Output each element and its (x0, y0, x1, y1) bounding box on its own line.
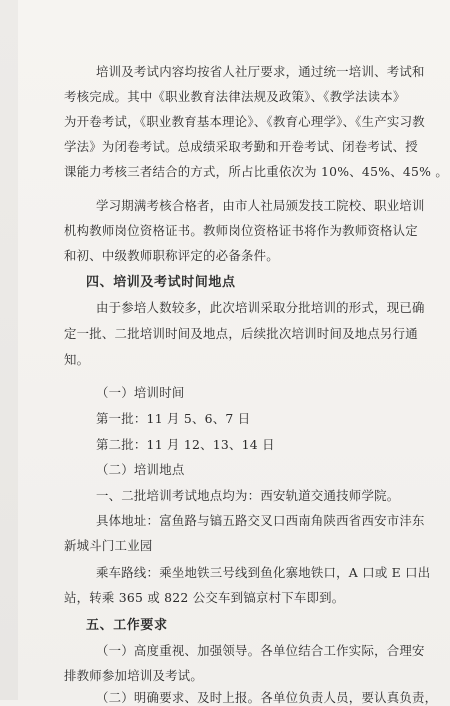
batch-2-date: 第二批：11 月 12、13、14 日 (96, 437, 275, 452)
paragraph-1-line-3: 为开卷考试，《职业教育基本理论》、《教育心理学》、《生产实习教 (64, 114, 425, 129)
batch-1-date: 第一批：11 月 5、6、7 日 (96, 411, 251, 426)
subsection-training-time: （一）培训时间 (96, 385, 185, 400)
section-5-heading: 五、工作要求 (86, 618, 168, 633)
address-line-1: 具体地址：富鱼路与镐五路交叉口西南角陕西省西安市沣东 (96, 513, 425, 528)
subsection-training-location: （二）培训地点 (96, 462, 185, 477)
paragraph-1-line-4: 学法》为闭卷考试。总成绩采取考勤和开卷考试、闭卷考试、授 (64, 139, 418, 154)
paragraph-3-line-2: 定一批、二批培训时间及地点，后续批次培训时间及地点另行通 (64, 326, 418, 341)
paragraph-3-line-3: 知。 (64, 352, 90, 367)
paragraph-3-line-1: 由于参培人数较多，此次培训采取分批培训的形式，现已确 (96, 300, 425, 315)
requirement-1-line-2: 排教师参加培训及考试。 (64, 668, 204, 683)
section-4-heading: 四、培训及考试时间地点 (86, 275, 236, 290)
paragraph-2-line-1: 学习期满考核合格者，由市人社局颁发技工院校、职业培训 (96, 198, 425, 213)
route-line-1: 乘车路线：乘坐地铁三号线到鱼化寨地铁口，A 口或 E 口出 (96, 565, 431, 580)
paragraph-1-line-5: 课能力考核三者结合的方式，所占比重依次为 10%、45%、45% 。 (64, 164, 448, 179)
route-line-2: 站，转乘 365 或 822 公交车到镐京村下车即到。 (64, 590, 345, 605)
location-text: 一、二批培训考试地点均为：西安轨道交通技师学院。 (96, 488, 400, 503)
paragraph-2-line-3: 和初、中级教师职称评定的必备条件。 (64, 248, 279, 263)
scan-edge-shadow (0, 0, 18, 700)
paragraph-1-line-2: 考核完成。其中《职业教育法律法规及政策》、《教学法读本》 (64, 89, 406, 104)
paragraph-2-line-2: 机构教师岗位资格证书。教师岗位资格证书将作为教师资格认定 (64, 223, 418, 238)
address-line-2: 新城斗门工业园 (64, 538, 153, 553)
paragraph-1-line-1: 培训及考试内容均按省人社厅要求，通过统一培训、考试和 (96, 64, 425, 79)
requirement-1-line-1: （一）高度重视、加强领导。各单位结合工作实际，合理安 (96, 643, 425, 658)
requirement-2-line-1: （二）明确要求、及时上报。各单位负责人员，要认真负责， (96, 690, 438, 705)
